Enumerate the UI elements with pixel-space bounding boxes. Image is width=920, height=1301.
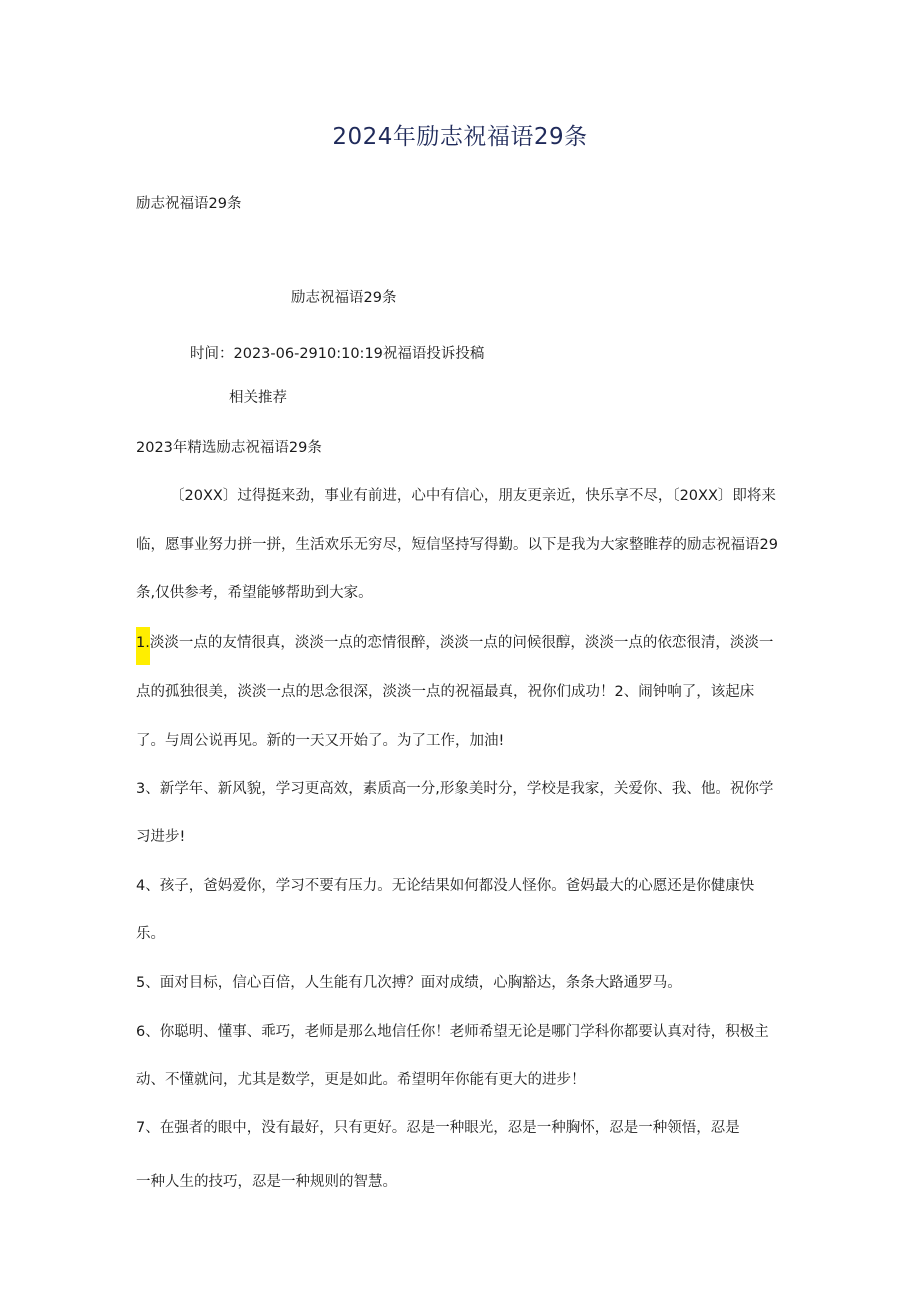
related-article-link: 2023年精选励志祝福语29条 — [136, 440, 322, 456]
item-4-line-1: 4、孩子，爸妈爱你，学习不要有压力。无论结果如何都没人怪你。爸妈最大的心愿还是你健康快 — [136, 878, 755, 894]
article-meta: 时间：2023-06-2910:10:19祝福语投诉投稿 — [190, 346, 485, 362]
item-3-line-1: 3、新学年、新风貌，学习更高效，素质高一分,形象美时分，学校是我家，关爱你、我、他。祝你学 — [136, 781, 774, 797]
related-heading: 相关推荐 — [229, 390, 287, 406]
article-inner-title: 励志祝福语29条 — [291, 290, 397, 306]
item-5-line-1: 5、面对目标，信心百倍，人生能有几次搏？面对成绩，心胸豁达，条条大路通罗马。 — [136, 975, 682, 991]
item-3-line-2: 习进步! — [136, 829, 186, 845]
item-1-line-3: 了。与周公说再见。新的一天又开始了。为了工作，加油! — [136, 733, 505, 749]
item-1-text: 淡淡一点的友情很真，淡淡一点的恋情很醉，淡淡一点的问候很醇，淡淡一点的依恋很清，淡淡一 — [149, 635, 774, 651]
item-7-line-1: 7、在强者的眼中，没有最好，只有更好。忍是一种眼光，忍是一种胸怀，忍是一种领悟，忍是 — [136, 1120, 740, 1136]
intro-line-2: 临，愿事业努力拼一拼，生活欢乐无穷尽，短信坚持写得勤。以下是我为大家整睢荐的励志祝福语29 — [136, 537, 778, 553]
intro-line-3: 条,仅供参考，希望能够帮助到大家。 — [136, 585, 373, 601]
item-1-line-1 — [136, 633, 773, 653]
document-subtitle: 励志祝福语29条 — [136, 196, 242, 212]
item-1-line-2: 点的孤独很美，淡淡一点的思念很深，淡淡一点的祝福最真，祝你们成功！2、闹钟响了，该起床 — [136, 684, 755, 700]
item-6-line-2: 动、不懂就问，尤其是数学，更是如此。希望明年你能有更大的进步！ — [136, 1072, 586, 1088]
intro-line-1: 〔20XX〕过得挺来劲，事业有前进，心中有信心，朋友更亲近，快乐享不尽，〔20XX〕即将来 — [170, 488, 776, 504]
highlight-marker: 1. — [136, 627, 150, 665]
item-4-line-2: 乐。 — [136, 926, 165, 942]
item-6-line-1: 6、你聪明、懂事、乖巧，老师是那么地信任你！老师希望无论是哪门学科你都要认真对待，积极主 — [136, 1024, 769, 1040]
item-7-line-2: 一种人生的技巧，忍是一种规则的智慧。 — [136, 1174, 397, 1190]
document-title: 2024年励志祝福语29条 — [332, 124, 588, 150]
